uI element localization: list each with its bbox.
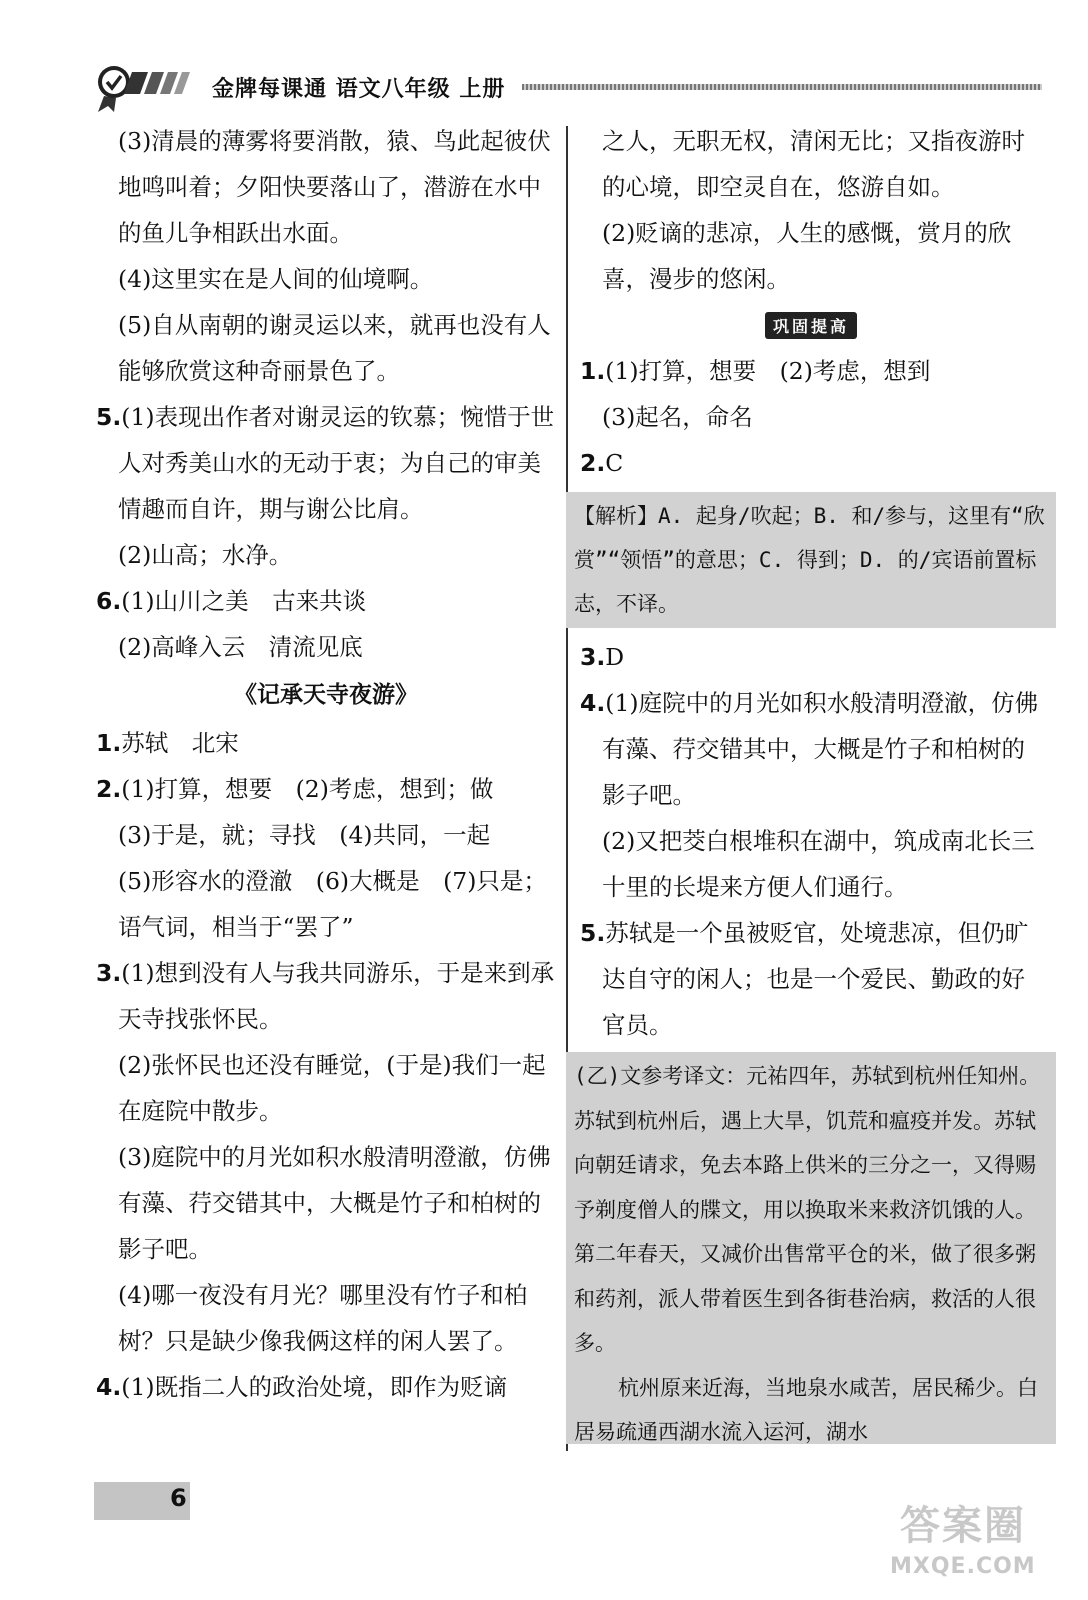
- answer-text: 苏轼是一个虽被贬官，处境悲凉，但仍旷达自守的闲人；也是一个爱民、勤政的好官员。: [602, 919, 1029, 1039]
- answer-text: D: [605, 643, 625, 671]
- answer-text: (1)庭院中的月光如积水般清明澄澈，仿佛有藻、荇交错其中，大概是竹子和柏树的影子吧。: [602, 689, 1039, 809]
- question-number: 2.: [96, 775, 122, 803]
- section-question-4: [96, 1364, 556, 1410]
- question-number: 5.: [580, 919, 606, 947]
- answer-line: (2)山高；水净。: [118, 541, 293, 569]
- answer-text: (1)表现出作者对谢灵运的钦慕；惋惜于世人对秀美山水的无动于衷；为自己的审美情趣而自许，期与谢公比肩。: [118, 403, 555, 523]
- watermark-url: MXQE.COM: [890, 1554, 1036, 1579]
- section-question-1: [96, 720, 556, 766]
- left-column: [96, 118, 556, 1410]
- answer-text: C: [605, 449, 624, 477]
- analysis-box: [566, 492, 1056, 628]
- answer-text: (1)打算，想要 (2)考虑，想到: [605, 357, 931, 385]
- reference-translation-box: [566, 1052, 1056, 1444]
- answer-line: (3)庭院中的月光如积水般清明澄澈，仿佛有藻、荇交错其中，大概是竹子和柏树的影子吧。: [118, 1143, 551, 1263]
- section-title: 《记承天寺夜游》: [234, 681, 418, 708]
- question-number: 2.: [580, 449, 606, 477]
- question-5: [580, 910, 1042, 1048]
- header-rule: [522, 84, 1042, 90]
- answer-line: (4)哪一夜没有月光？哪里没有竹子和柏树？只是缺少像我俩这样的闲人罢了。: [118, 1281, 528, 1355]
- section-tag: [580, 302, 1042, 348]
- question-4: [580, 680, 1042, 818]
- watermark-logo: 答案圈: [900, 1503, 1026, 1549]
- question-number: 1.: [580, 357, 606, 385]
- section-question-3: [96, 950, 556, 1042]
- answer-text: (1)打算，想要 (2)考虑，想到；做: [121, 775, 494, 803]
- question-number: 6.: [96, 587, 122, 615]
- question-number: 4.: [580, 689, 606, 717]
- analysis-text: 【解析】A. 起身/吹起；B. 和/参与，这里有“欣赏”“领悟”的意思；C. 得到；D. 的/宾语前置标志，不译。: [574, 504, 1045, 616]
- answer-line: (2)高峰入云 清流见底: [118, 633, 363, 661]
- question-1: [580, 348, 1042, 394]
- question-5: [96, 394, 556, 532]
- reference-paragraph: (乙)文参考译文：元祐四年，苏轼到杭州任知州。苏轼到杭州后，遇上大旱，饥荒和瘟疫并发。苏轼向朝廷请求，免去本路上供米的三分之一，又得赐予剃度僧人的牒文，用以换取米来救济饥饿的人。第二年春天，又减价出售常平仓的米，做了很多粥和药剂，派人带着医生到各街巷治病，救活的人很多。: [574, 1064, 1041, 1355]
- answer-line: 之人，无职无权，清闲无比；又指夜游时的心境，即空灵自在，悠游自如。: [602, 127, 1025, 201]
- right-column: [574, 118, 1045, 1444]
- answer-line: (3)于是，就；寻找 (4)共同，一起: [118, 821, 491, 849]
- answer-line: (3)起名，命名: [602, 403, 753, 431]
- header-title: 金牌每课通 语文八年级 上册: [212, 77, 506, 102]
- medal-badge-icon: [90, 62, 200, 112]
- answer-text: (1)想到没有人与我共同游乐，于是来到承天寺找张怀民。: [118, 959, 555, 1033]
- page-header: [90, 62, 1050, 112]
- question-2: [580, 440, 1042, 486]
- question-number: 3.: [580, 643, 606, 671]
- answer-line: (2)又把茭白根堆积在湖中，筑成南北长三十里的长堤来方便人们通行。: [602, 827, 1035, 901]
- section-tag-label: 巩固提高: [765, 312, 857, 339]
- answer-text: (1)既指二人的政治处境，即作为贬谪: [121, 1373, 508, 1401]
- page-number: 6: [170, 1484, 187, 1512]
- answer-text: 苏轼 北宋: [121, 729, 239, 757]
- answer-line: (5)形容水的澄澈 (6)大概是 (7)只是；语气词，相当于“罢了”: [118, 867, 547, 941]
- watermark: [880, 1488, 1080, 1598]
- answer-line: (2)贬谪的悲凉，人生的感慨，赏月的欣喜，漫步的悠闲。: [602, 219, 1012, 293]
- question-number: 4.: [96, 1373, 122, 1401]
- answer-line: (3)清晨的薄雾将要消散，猿、鸟此起彼伏地鸣叫着；夕阳快要落山了，潜游在水中的鱼儿争相跃出水面。: [118, 127, 551, 247]
- question-number: 3.: [96, 959, 122, 987]
- reference-paragraph: 杭州原来近海，当地泉水咸苦，居民稀少。白居易疏通西湖水流入运河，湖水: [574, 1375, 1038, 1444]
- question-number: 5.: [96, 403, 122, 431]
- answer-line: (2)张怀民也还没有睡觉，(于是)我们一起在庭院中散步。: [118, 1051, 546, 1125]
- question-number: 1.: [96, 729, 122, 757]
- question-6: [96, 578, 556, 624]
- question-3: [580, 634, 1042, 680]
- section-question-2: [96, 766, 556, 812]
- answer-line: (4)这里实在是人间的仙境啊。: [118, 265, 434, 293]
- answer-line: (5)自从南朝的谢灵运以来，就再也没有人能够欣赏这种奇丽景色了。: [118, 311, 551, 385]
- answer-text: (1)山川之美 古来共谈: [121, 587, 367, 615]
